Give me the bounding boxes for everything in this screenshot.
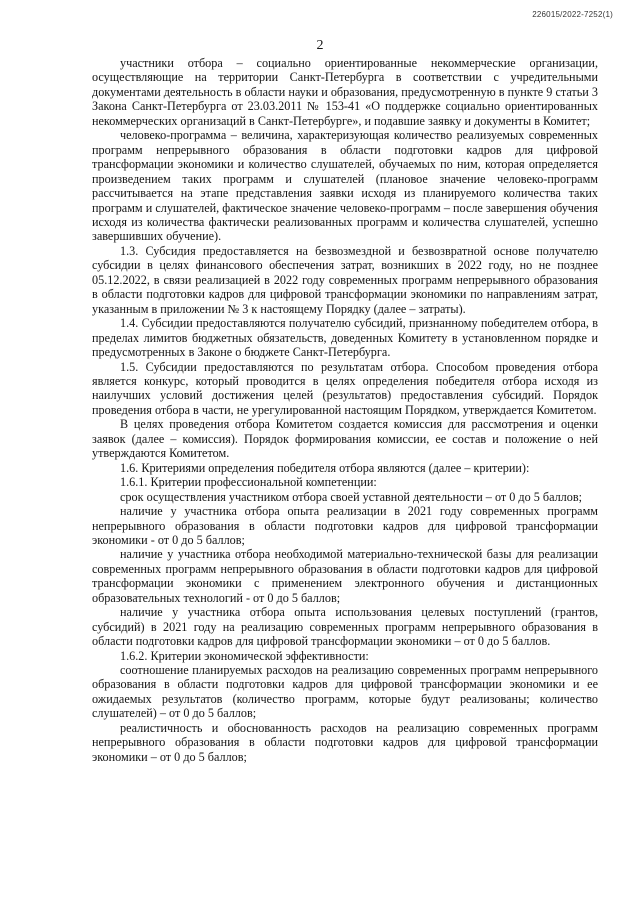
criterion-activity-period: срок осуществления участником отбора своей уставной деятельности – от 0 до 5 баллов; xyxy=(120,489,582,504)
document-body xyxy=(92,56,598,764)
criterion-cost-ratio: соотношение планируемых расходов на реализацию современных программ непрерывного образования в области подготовки кадров для цифровой трансформации экономики и ее ожидаемых результатов (количество программ, которые будут реализованы; количество слушателей) – от 0 до 5 баллов; xyxy=(92,663,598,721)
page-number: 2 xyxy=(316,38,324,53)
paragraph-1-3: 1.3. Субсидия предоставляется на безвозмездной и безвозвратной основе получателю субсидии в целях финансового обеспечения затрат, возникших в 2022 году, но не позднее 05.12.2022, в связи реализацией в 2022 году современных программ непрерывного образования в области подготовки кадров для цифровой трансформации экономики по направлениям затрат, указанным в приложении № 3 к настоящему Порядку (далее – затраты). xyxy=(92,243,598,316)
document-id: 226015/2022-7252(1) xyxy=(532,10,613,19)
paragraph-participants-definition: участники отбора – социально ориентированные некоммерческие организации, осуществляющие на территории Санкт-Петербурга в соответствии с учредительными документами деятельность в области науки и образования, предусмотренную в пункте 9 статьи 3 Закона Санкт-Петербурга от 23.03.2011 № 153-41 «О поддержке социально ориентированных некоммерческих организаций в Санкт-Петербурге», и подавшие заявку и документы в Комитет; xyxy=(92,56,598,128)
paragraph-1-6: 1.6. Критериями определения победителя отбора являются (далее – критерии): xyxy=(120,460,530,475)
paragraph-1-6-2: 1.6.2. Критерии экономической эффективности: xyxy=(120,648,369,663)
paragraph-1-4: 1.4. Субсидии предоставляются получателю субсидий, признанному победителем отбора, в пределах лимитов бюджетных обязательств, доведенных Комитету в установленном порядке и предусмотренных в Законе о бюджете Санкт-Петербурга. xyxy=(92,316,598,360)
paragraph-1-5: 1.5. Субсидии предоставляются по результатам отбора. Способом проведения отбора является конкурс, который проводится в целях определения победителя отбора исходя из наилучших условий достижения целей (результатов) предоставления субсидий. Порядок проведения отбора в части, не урегулированной настоящим Порядком, утверждается Комитетом. xyxy=(92,359,598,417)
criterion-material-base: наличие у участника отбора необходимой материально-технической базы для реализации современных программ непрерывного образования в области подготовки кадров для цифровой трансформации экономики с применением электронного обучения и дистанционных образовательных технологий - от 0 до 5 баллов; xyxy=(92,547,598,605)
paragraph-commission: В целях проведения отбора Комитетом создается комиссия для рассмотрения и оценки заявок (далее – комиссия). Порядок формирования комиссии, ее состав и положение о ней утверждаются Комитетом. xyxy=(92,417,598,461)
criterion-cost-realism: реалистичность и обоснованность расходов на реализацию современных программ непрерывного образования в области подготовки кадров для цифровой трансформации экономики – от 0 до 5 баллов; xyxy=(92,720,598,764)
criterion-experience-2021: наличие у участника отбора опыта реализации в 2021 году современных программ непрерывного образования в области подготовки кадров для цифровой трансформации экономики - от 0 до 5 баллов; xyxy=(92,504,598,547)
paragraph-1-6-1: 1.6.1. Критерии профессиональной компетенции: xyxy=(120,475,377,490)
criterion-grants-experience: наличие у участника отбора опыта использования целевых поступлений (грантов, субсидий) в 2021 году на реализацию современных программ непрерывного образования в области подготовки кадров для цифровой трансформации экономики – от 0 до 5 баллов. xyxy=(92,605,598,649)
paragraph-person-program-definition: человеко-программа – величина, характеризующая количество реализуемых современных программ непрерывного образования в области подготовки кадров для цифровой трансформации экономики и количество слушателей, обучаемых по ним, которая определяется произведением таких программ и слушателей (плановое значение человеко-программ рассчитывается на этапе представления заявки исходя из планируемого количества таких программ и слушателей, фактическое значение человеко-программ – после завершения обучения исходя из количества фактически реализованных программ и количества слушателей, успешно завершивших обучение). xyxy=(92,128,598,244)
